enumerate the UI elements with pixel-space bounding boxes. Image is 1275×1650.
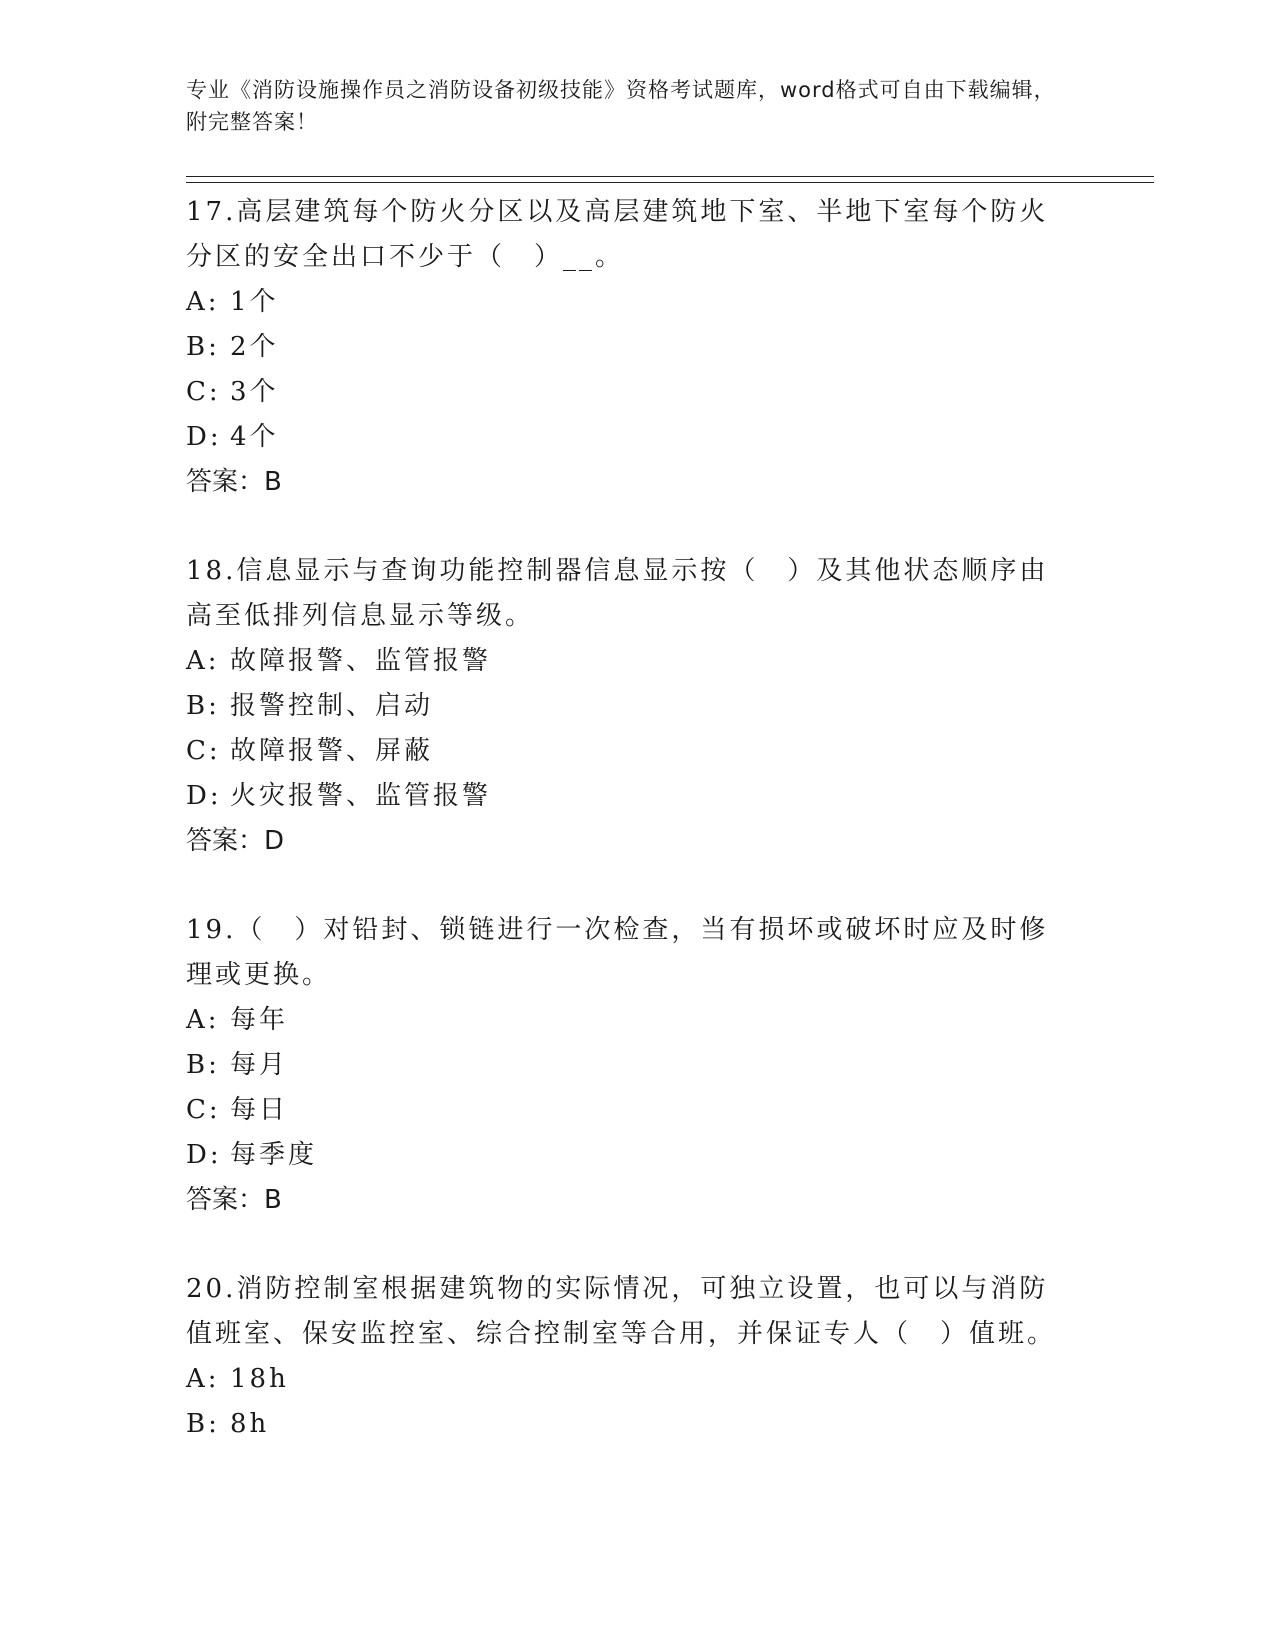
option-letter: A:	[186, 1364, 220, 1394]
option-c	[186, 1088, 1076, 1133]
option-b	[186, 1402, 1076, 1447]
option-b	[186, 684, 1076, 729]
option-letter: D:	[186, 422, 222, 452]
option-text: 每季度	[230, 1140, 318, 1170]
question-19	[186, 908, 1076, 1223]
option-letter: A:	[186, 287, 220, 317]
option-a	[186, 280, 1076, 325]
question-list	[186, 190, 1076, 1491]
option-letter: C:	[186, 1095, 221, 1125]
question-20	[186, 1267, 1076, 1447]
option-d	[186, 1133, 1076, 1178]
option-text: 2个	[230, 332, 279, 362]
option-text: 每年	[230, 1005, 289, 1035]
option-a	[186, 1357, 1076, 1402]
question-stem: 19.（ ）对铅封、锁链进行一次检查，当有损坏或破坏时应及时修理或更换。	[186, 915, 1049, 990]
option-a	[186, 639, 1076, 684]
option-text: 1个	[230, 287, 279, 317]
option-letter: D:	[186, 781, 222, 811]
option-c	[186, 729, 1076, 774]
question-stem: 17.高层建筑每个防火分区以及高层建筑地下室、半地下室每个防火分区的安全出口不少于（ ）__。	[186, 197, 1049, 272]
option-letter: C:	[186, 377, 221, 407]
option-text: 故障报警、屏蔽	[230, 736, 434, 766]
header-rule-top	[186, 176, 1154, 177]
question-stem: 18.信息显示与查询功能控制器信息显示按（ ）及其他状态顺序由高至低排列信息显示等级。	[186, 556, 1049, 631]
option-letter: D:	[186, 1140, 222, 1170]
option-text: 每月	[230, 1050, 289, 1080]
option-letter: B:	[186, 1409, 220, 1439]
option-letter: A:	[186, 1005, 220, 1035]
option-text: 3个	[230, 377, 279, 407]
option-letter: B:	[186, 332, 220, 362]
option-letter: C:	[186, 736, 221, 766]
question-stem: 20.消防控制室根据建筑物的实际情况，可独立设置，也可以与消防值班室、保安监控室、综合控制室等合用，并保证专人（ ）值班。	[186, 1274, 1057, 1349]
answer-line: 答案：B	[186, 467, 282, 497]
option-letter: B:	[186, 691, 220, 721]
option-text: 每日	[230, 1095, 289, 1125]
option-b	[186, 325, 1076, 370]
document-header: 专业《消防设施操作员之消防设备初级技能》资格考试题库，word格式可自由下载编辑，附完整答案！	[186, 78, 1056, 134]
option-c	[186, 370, 1076, 415]
option-d	[186, 415, 1076, 460]
option-text: 8h	[230, 1409, 270, 1439]
answer-line: 答案：D	[186, 826, 285, 856]
option-a	[186, 998, 1076, 1043]
option-d	[186, 774, 1076, 819]
header-rule-bottom	[186, 182, 1154, 183]
option-letter: B:	[186, 1050, 220, 1080]
option-text: 火灾报警、监管报警	[230, 781, 492, 811]
option-text: 报警控制、启动	[230, 691, 434, 721]
option-letter: A:	[186, 646, 220, 676]
option-text: 18h	[230, 1364, 289, 1394]
option-text: 故障报警、监管报警	[230, 646, 492, 676]
answer-line: 答案：B	[186, 1185, 282, 1215]
question-17	[186, 190, 1076, 505]
option-text: 4个	[230, 422, 279, 452]
question-18	[186, 549, 1076, 864]
option-b	[186, 1043, 1076, 1088]
